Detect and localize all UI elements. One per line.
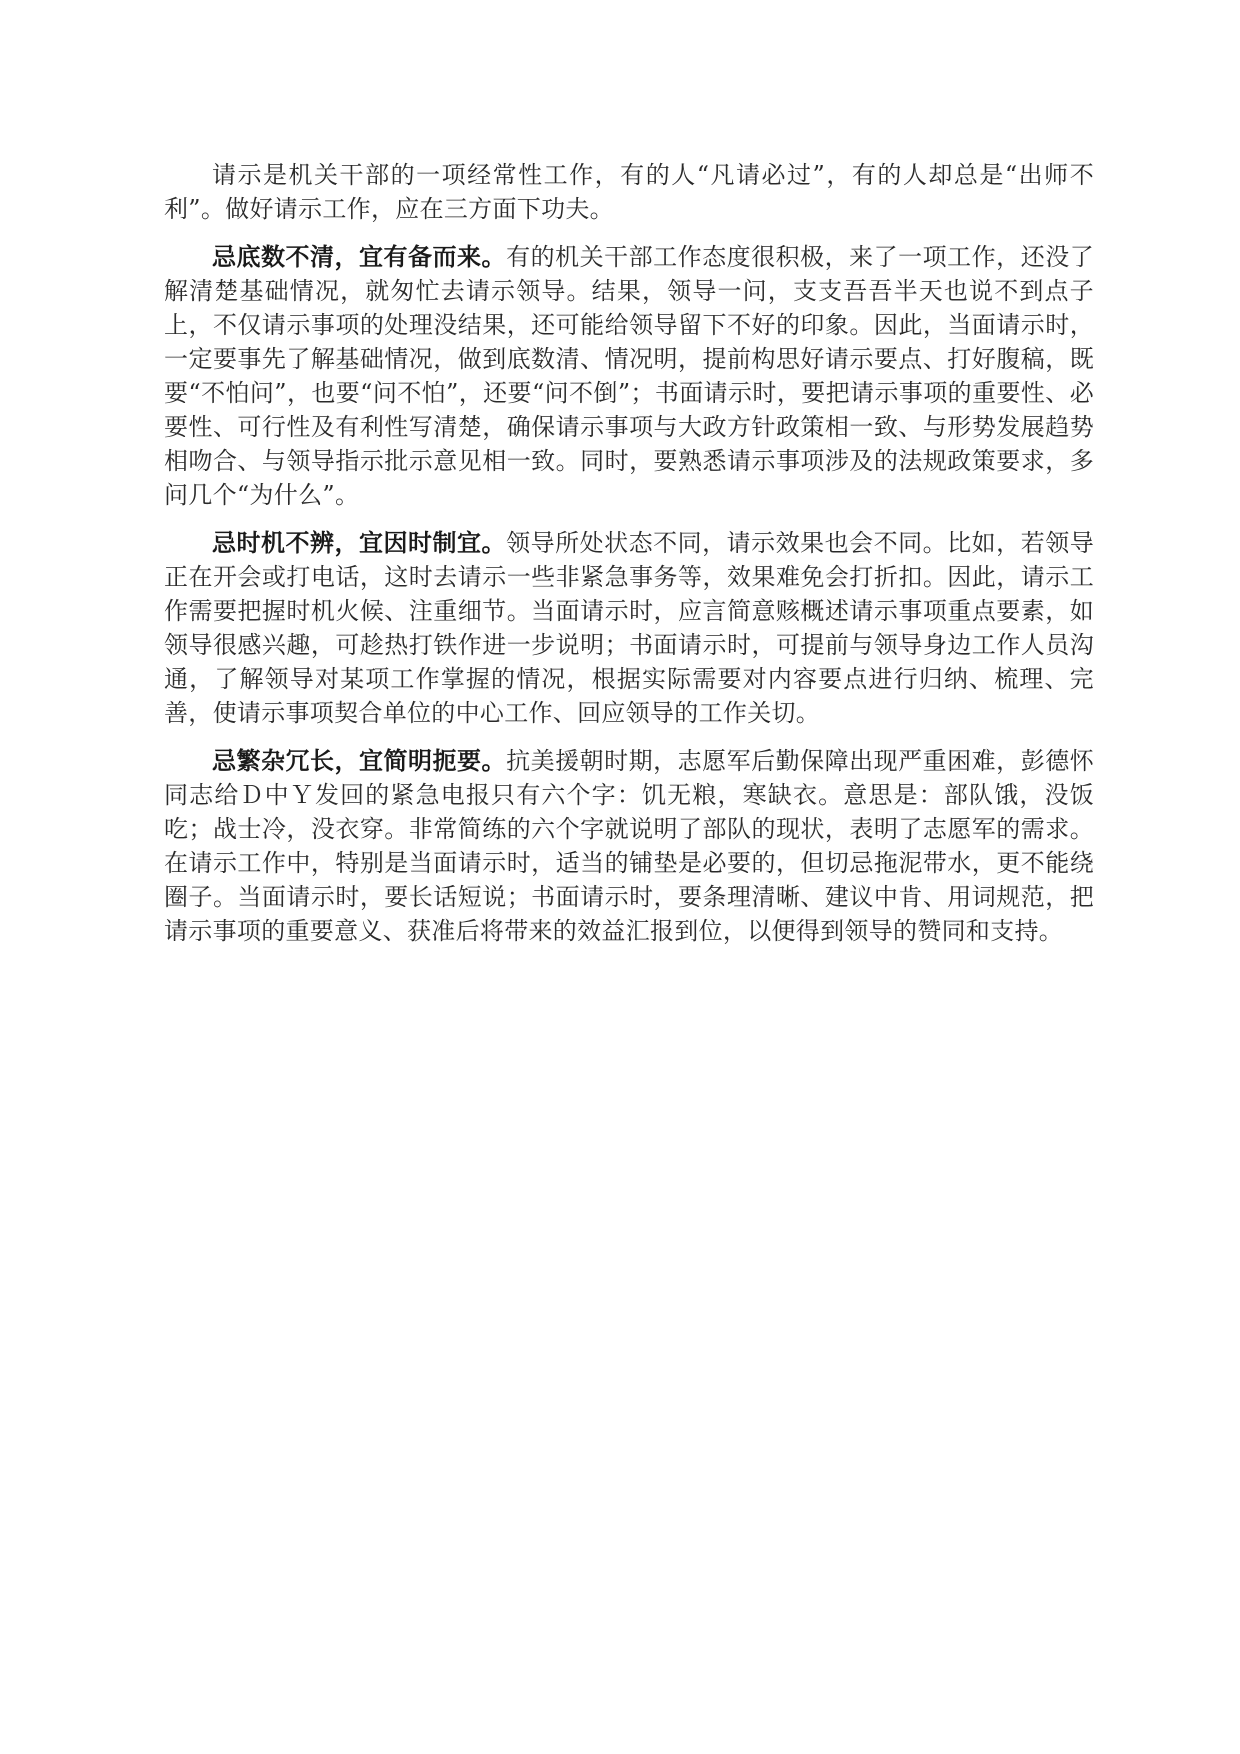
paragraph-text: 有的机关干部工作态度很积极，来了一项工作，还没了解清楚基础情况，就匆忙去请示领导。结果，领导一问，支支吾吾半天也说不到点子上，不仅请示事项的处理没结果，还可能给领导留下不好的印象。因此，当面请示时，一定要事先了解基础情况，做到底数清、情况明，提前构思好请示要点、打好腹稿，既要“不怕问”，也要“问不怕”，还要“问不倒”；书面请示时，要把请示事项的重要性、必要性、可行性及有利性写清楚，确保请示事项与大政方针政策相一致、与形势发展趋势相吻合、与领导指示批示意见相一致。同时，要熟悉请示事项涉及的法规政策要求，多问几个“为什么”。 [164,243,1094,509]
paragraph-text: 领导所处状态不同，请示效果也会不同。比如，若领导正在开会或打电话，这时去请示一些非紧急事务等，效果难免会打折扣。因此，请示工作需要把握时机火候、注重细节。当面请示时，应言简意赅概述请示事项重点要素，如领导很感兴趣，可趁热打铁作进一步说明；书面请示时，可提前与领导身边工作人员沟通，了解领导对某项工作掌握的情况，根据实际需要对内容要点进行归纳、梳理、完善，使请示事项契合单位的中心工作、回应领导的工作关切。 [164,529,1094,727]
paragraph-heading: 忌时机不辨，宜因时制宜。 [212,528,507,557]
paragraph-heading: 忌繁杂冗长，宜简明扼要。 [212,746,507,775]
paragraph-text: 抗美援朝时期，志愿军后勤保障出现严重困难，彭德怀同志给Ｄ中Ｙ发回的紧急电报只有六个字：饥无粮，寒缺衣。意思是：部队饿，没饭吃；战士冷，没衣穿。非常简练的六个字就说明了部队的现状，表明了志愿军的需求。在请示工作中，特别是当面请示时，适当的铺垫是必要的，但切忌拖泥带水，更不能绕圈子。当面请示时，要长话短说；书面请示时，要条理清晰、建议中肯、用词规范，把请示事项的重要意义、获准后将带来的效益汇报到位，以便得到领导的赞同和支持。 [164,747,1094,945]
document-body [164,158,1094,962]
paragraph-text: 请示是机关干部的一项经常性工作，有的人“凡请必过”，有的人却总是“出师不利”。做好请示工作，应在三方面下功夫。 [164,161,1094,223]
section-paragraph-1 [164,240,1094,512]
section-paragraph-2 [164,526,1094,730]
intro-paragraph [164,158,1094,226]
paragraph-heading: 忌底数不清，宜有备而来。 [212,242,507,271]
section-paragraph-3 [164,744,1094,948]
